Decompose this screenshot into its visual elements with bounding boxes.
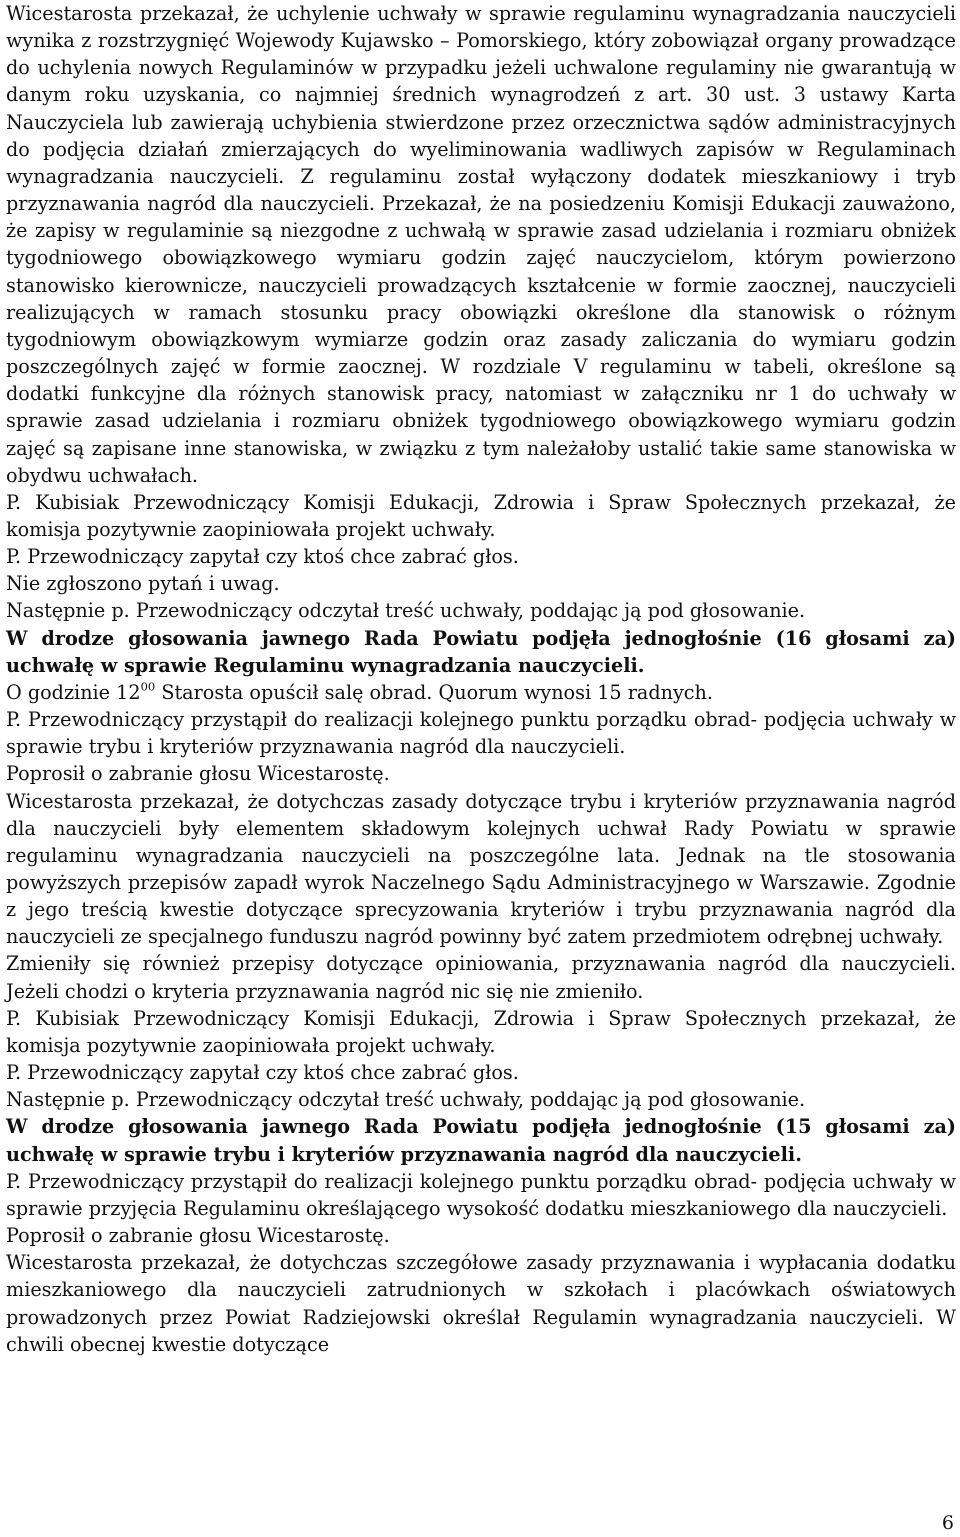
paragraph <box>6 706 956 760</box>
paragraph <box>6 1222 956 1249</box>
paragraph <box>6 1113 956 1167</box>
paragraph <box>6 597 956 624</box>
paragraph <box>6 489 956 543</box>
paragraph-text: P. Przewodniczący przystąpił do realizacji kolejnego punktu porządku obrad- podjęcia uchwały w sprawie trybu i kryteriów przyznawania nagród dla nauczycieli. <box>6 708 956 759</box>
paragraph-text: Poprosił o zabranie głosu Wicestarostę. <box>6 762 390 786</box>
document-page <box>6 0 956 1358</box>
paragraph-text: Następnie p. Przewodniczący odczytał treść uchwały, poddając ją pod głosowanie. <box>6 1088 806 1112</box>
paragraph-text: Wicestarosta przekazał, że dotychczas szczegółowe zasady przyznawania i wypłacania dodatku mieszkaniowego dla nauczycieli zatrudnionych w szkołach i placówkach oświatowych prowadzonych przez Powiat Radziejowski określał Regulamin wynagradzania nauczycieli. W chwili obecnej kwestie dotyczące <box>6 1251 956 1356</box>
bold-text: W drodze głosowania jawnego Rada Powiatu podjęła jednogłośnie (15 głosami za) uchwałę w sprawie trybu i kryteriów przyznawania nagród dla nauczycieli. <box>6 1115 956 1166</box>
paragraph-text: P. Przewodniczący przystąpił do realizacji kolejnego punktu porządku obrad- podjęcia uchwały w sprawie przyjęcia Regulaminu określającego wysokość dodatku mieszkaniowego dla nauczycieli. <box>6 1169 956 1220</box>
paragraph-text: Następnie p. Przewodniczący odczytał treść uchwały, poddając ją pod głosowanie. <box>6 599 806 623</box>
paragraph-text: Starosta opuścił salę obrad. Quorum wynosi 15 radnych. <box>155 680 714 704</box>
paragraph <box>6 1086 956 1113</box>
paragraph <box>6 760 956 787</box>
paragraph <box>6 1005 956 1059</box>
paragraph <box>6 625 956 679</box>
paragraph-text: Wicestarosta przekazał, że uchylenie uchwały w sprawie regulaminu wynagradzania nauczycieli wynika z rozstrzygnięć Wojewody Kujawsko – Pomorskiego, który zobowiązał organy prowadzące do uchylenia nowych Regulaminów w przypadku jeżeli uchwalone regulaminy nie gwarantują w danym roku uzyskania, co najmniej średnich wynagrodzeń z art. 30 ust. 3 ustawy Karta Nauczyciela lub zawierają uchybienia stwierdzone przez orzecznictwa sądów administracyjnych do podjęcia działań zmierzających do wyeliminowania wadliwych zapisów w Regulaminach wynagradzania nauczycieli. Z regulaminu został wyłączony dodatek mieszkaniowy i tryb przyznawania nagród dla nauczycieli. Przekazał, że na posiedzeniu Komisji Edukacji zauważono, że zapisy w regulaminie są niezgodne z uchwałą w sprawie zasad udzielania i rozmiaru obniżek tygodniowego obowiązkowego wymiaru godzin zajęć nauczycielom, którym powierzono stanowisko kierownicze, nauczycieli prowadzących kształcenie w formie zaocznej, nauczycieli realizujących w ramach stosunku pracy obowiązki określone dla stanowisk o różnym tygodniowym obowiązkowym wymiarze godzin oraz zasady zaliczania do wymiaru godzin poszczególnych zajęć w formie zaocznej. W rozdziale V regulaminu w tabeli, określone są dodatki funkcyjne dla różnych stanowisk pracy, natomiast w załączniku nr 1 do uchwały w sprawie zasad udzielania i rozmiaru obniżek tygodniowego obowiązkowego wymiaru godzin zajęć są zapisane inne stanowiska, w związku z tym należałoby ustalić takie same stanowiska w obydwu uchwałach. <box>6 2 956 487</box>
paragraph <box>6 570 956 597</box>
paragraph-text: Nie zgłoszono pytań i uwag. <box>6 572 280 596</box>
superscript-text: 00 <box>140 679 156 694</box>
paragraph-text: P. Przewodniczący zapytał czy ktoś chce zabrać głos. <box>6 1061 519 1085</box>
paragraph <box>6 788 956 951</box>
paragraph-text: P. Przewodniczący zapytał czy ktoś chce zabrać głos. <box>6 545 519 569</box>
document-body <box>6 0 956 1358</box>
paragraph-text: Wicestarosta przekazał, że dotychczas zasady dotyczące trybu i kryteriów przyznawania nagród dla nauczycieli były elementem składowym kolejnych uchwał Rady Powiatu w sprawie regulaminu wynagradzania nauczycieli na poszczególne lata. Jednak na tle stosowania powyższych przepisów zapadł wyrok Naczelnego Sądu Administracyjnego w Warszawie. Zgodnie z jego treścią kwestie dotyczące sprecyzowania kryteriów i trybu przyznawania nagród dla nauczycieli ze specjalnego funduszu nagród powinny być zatem przedmiotem odrębnej uchwały. <box>6 789 956 949</box>
page-number: 6 <box>941 1512 954 1534</box>
paragraph <box>6 1059 956 1086</box>
paragraph <box>6 679 956 706</box>
paragraph-text: P. Kubisiak Przewodniczący Komisji Edukacji, Zdrowia i Spraw Społecznych przekazał, że komisja pozytywnie zaopiniowała projekt uchwały. <box>6 490 956 541</box>
paragraph-text: P. Kubisiak Przewodniczący Komisji Edukacji, Zdrowia i Spraw Społecznych przekazał, że komisja pozytywnie zaopiniowała projekt uchwały. <box>6 1006 956 1057</box>
paragraph-text: O godzinie 12 <box>6 680 141 704</box>
paragraph <box>6 1249 956 1358</box>
paragraph <box>6 1168 956 1222</box>
bold-text: W drodze głosowania jawnego Rada Powiatu podjęła jednogłośnie (16 głosami za) uchwałę w sprawie Regulaminu wynagradzania nauczycieli. <box>6 626 956 677</box>
paragraph <box>6 950 956 1004</box>
paragraph-text: Poprosił o zabranie głosu Wicestarostę. <box>6 1224 390 1248</box>
paragraph-text: Zmieniły się również przepisy dotyczące opiniowania, przyznawania nagród dla nauczycieli. Jeżeli chodzi o kryteria przyznawania nagród nic się nie zmieniło. <box>6 952 956 1003</box>
paragraph <box>6 0 956 489</box>
paragraph <box>6 543 956 570</box>
